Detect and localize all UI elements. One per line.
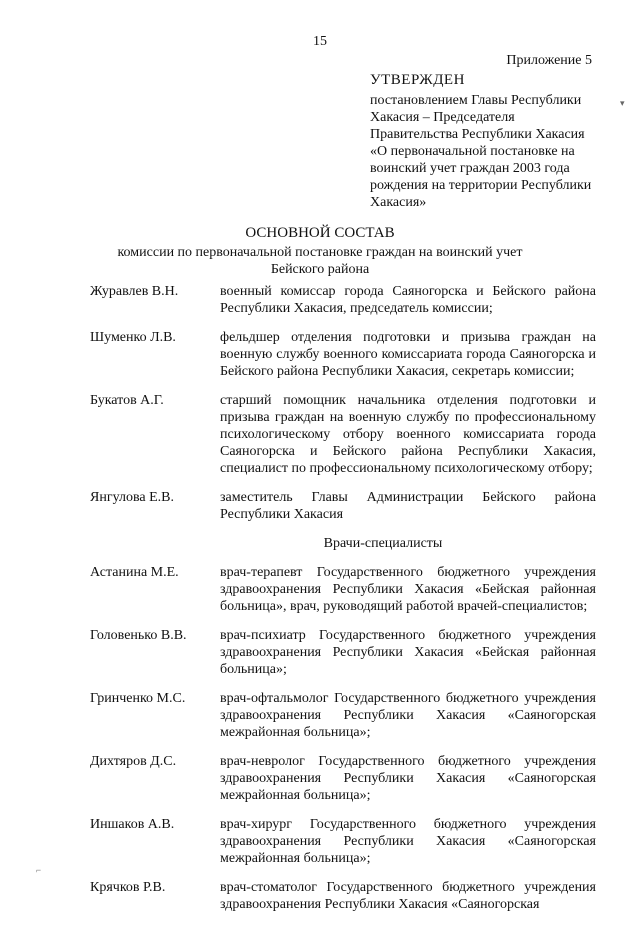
section-heading: Врачи-специалисты — [323, 536, 443, 551]
member-name: Янгулова Е.В. — [90, 490, 174, 505]
doctor-row — [90, 753, 596, 804]
member-name: Шуменко Л.В. — [90, 330, 176, 345]
scan-speck: ⌐ — [36, 865, 42, 875]
doctor-role: врач-терапевт Государственного бюджетного учреждения здравоохранения Республики Хакасия «Бейская районная больница», врач, руководящий работой врачей-специалистов; — [220, 565, 596, 614]
member-row — [90, 283, 596, 317]
doctor-name: Иншаков А.В. — [90, 817, 175, 832]
doctor-name: Гринченко М.С. — [90, 691, 186, 706]
doctor-name: Астанина М.Е. — [90, 565, 179, 580]
doctor-role: врач-стоматолог Государственного бюджетного учреждения здравоохранения Республики Хакасия «Саяногорская — [220, 880, 596, 912]
appendix-label: Приложение 5 — [506, 53, 592, 68]
member-role: старший помощник начальника отделения подготовки и призыва граждан на военную службу по профессиональному психологическому отбору военного комиссариата города Саяногорска и Бейского района Республики Хакасия, специалист по профессиональному психологическому отбору; — [220, 393, 596, 476]
member-role: военный комиссар города Саяногорска и Бейского района Республики Хакасия, председатель комиссии; — [220, 284, 596, 316]
doctor-row — [90, 816, 596, 867]
scan-speck: ▾ — [620, 98, 625, 108]
member-row — [90, 489, 596, 523]
doctor-row — [90, 690, 596, 741]
member-row — [90, 392, 596, 477]
approval-block — [370, 72, 610, 211]
doctor-row — [90, 564, 596, 615]
document-title: ОСНОВНОЙ СОСТАВ — [245, 225, 395, 241]
members-list — [90, 283, 596, 925]
member-name: Букатов А.Г. — [90, 393, 164, 408]
doctor-row — [90, 879, 596, 913]
doctor-name: Дихтяров Д.С. — [90, 754, 177, 769]
page-number: 15 — [313, 34, 327, 49]
member-role: заместитель Главы Администрации Бейского района Республики Хакасия — [220, 490, 596, 522]
doctor-role: врач-невролог Государственного бюджетного учреждения здравоохранения Республики Хакасия «Саяногорская межрайонная больница»; — [220, 754, 596, 803]
member-row — [90, 329, 596, 380]
doctor-row — [90, 627, 596, 678]
member-name: Журавлев В.Н. — [90, 284, 179, 299]
doctor-role: врач-хирург Государственного бюджетного учреждения здравоохранения Республики Хакасия «Саяногорская межрайонная больница»; — [220, 817, 596, 866]
doctor-role: врач-офтальмолог Государственного бюджетного учреждения здравоохранения Республики Хакасия «Саяногорская межрайонная больница»; — [220, 691, 596, 740]
member-role: фельдшер отделения подготовки и призыва граждан на военную службу военного комиссариата города Саяногорска и Бейского района Республики Хакасия, секретарь комиссии; — [220, 330, 596, 379]
approval-text: постановлением Главы Республики Хакасия – Председателя Правительства Республики Хакасия «О первоначальной постановке на воинский учет граждан 2003 года рождения на территории Республики Хакасия» — [370, 93, 592, 210]
subtitle-line-1: комиссии по первоначальной постановке граждан на воинский учет — [117, 245, 523, 260]
subtitle-line-2: Бейского района — [270, 262, 370, 277]
approval-heading: УТВЕРЖДЕН — [370, 72, 465, 88]
doctor-role: врач-психиатр Государственного бюджетного учреждения здравоохранения Республики Хакасия «Бейская районная больница»; — [220, 628, 596, 677]
document-subtitle — [0, 244, 640, 278]
doctor-name: Головенько В.В. — [90, 628, 187, 643]
doctor-name: Крячков Р.В. — [90, 880, 166, 895]
